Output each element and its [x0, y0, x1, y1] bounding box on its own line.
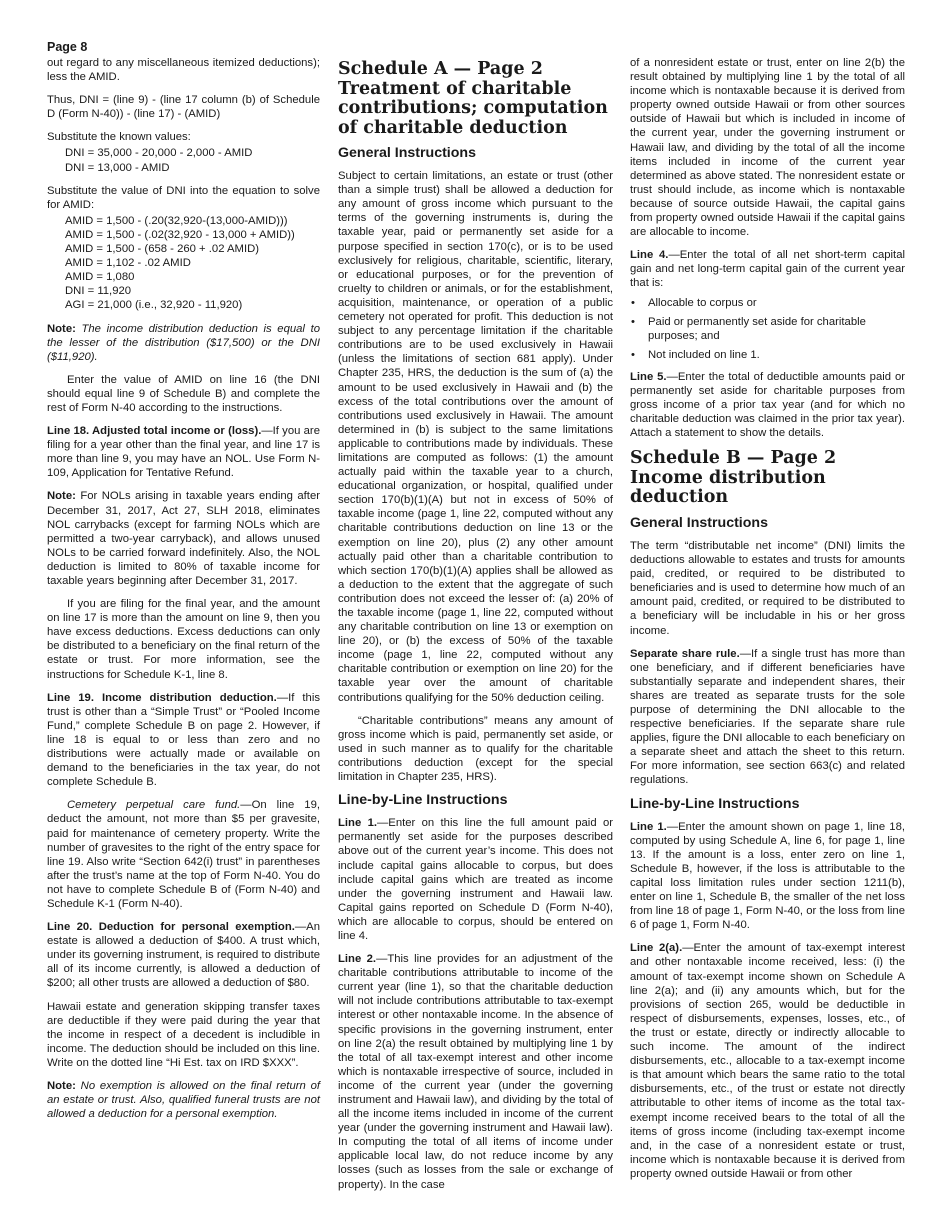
line-4-label: Line 4. [630, 249, 669, 262]
line-1-label: Line 1. [338, 817, 377, 830]
paragraph-nonresident-continued: of a nonresident estate or trust, enter on line 2(b) the result obtained by multiplying line 1 by the total of all income which is nontaxable because it is derived from property owned outside Hawaii or from other sources outside of Hawaii but which is included in income of the current year, under the governing instrument or Hawaii law, and dividing by the total of all the income items included in income of the current year determined as above stated. The nonresident estate or trust should include, as income which is nontaxable because of source outside Hawaii, the capital gains from property owned outside Hawaii if the capital gains are allocable to income. [630, 57, 905, 239]
schedule-a-title: Schedule A — Page 2 Treatment of charitable contributions; computation of charitable deduction [338, 59, 608, 138]
equation-line: AMID = 1,500 - (.20(32,920-(13,000-AMID))) [65, 214, 288, 227]
line-2-text: —This line provides for an adjustment of the charitable contributions attributable to income of the current year (line 1), so that the charitable deduction will not include contributions attributable to tax-exempt interest or other nontaxable income. In the absence of specific provisions in the governing instrument, enter on line 2(a) the result obtained by multiplying line 1 by the total of all tax-exempt interest and other income which is nontaxable irrespective of source, included in income of the current year (under the governing instrument and Hawaii law), and dividing by the total of all the income items included in income of the current year (under the governing instrument and Hawaii law). In computing the total of all items of income under applicable local law, do not reduce income by any losses (such as losses from the sale or exchange of property). In the case [338, 953, 613, 1191]
paragraph-dni-definition: The term “distributable net income” (DNI) limits the deductions allowable to estates and trusts for amounts paid, credited, or required to be distributed to beneficiaries and is used to determine how much of an amount paid, credited, or required to be distributed to a beneficiary will be includable in his or her gross income. [630, 539, 905, 637]
line-5-text: —Enter the total of deductible amounts paid or permanently set aside for charitable purposes from gross income of a prior tax year (and for which no charitable deduction was claimed in the prior tax year). Attach a statement to show the details. [630, 370, 905, 440]
line-18-label: Line 18. Adjusted total income or (loss). [47, 425, 262, 438]
schedule-b-line-2a [630, 941, 905, 1181]
line-19-label: Line 19. Income distribution deduction. [47, 691, 277, 704]
general-instructions-heading: General Instructions [338, 145, 476, 161]
paragraph-final-year: If you are filing for the final year, and the amount on line 17 is more than the amount on line 9, then you have excess deductions. Excess deductions can only be distributed to a beneficiary on the final return of the estate or trust. For more information, see the instructions for Schedule K-1, line 8. [47, 598, 320, 681]
schedule-b-line-1 [630, 820, 905, 933]
line-20-text: —An estate is allowed a deduction of $400. A trust which, under its governing instrument, is required to distribute all of its income currently, is allowed a deduction of $200; all other trusts are allowed a deduction of $80. [47, 921, 320, 990]
paragraph-substitute-dni: Substitute the value of DNI into the equation to solve for AMID: [47, 184, 320, 211]
cemetery-label: Cemetery perpetual care fund. [67, 799, 241, 812]
list-item: • Paid or permanently set aside for charitable purposes; and [648, 315, 905, 343]
line-5-label: Line 5. [630, 370, 667, 383]
separate-share-rule [630, 647, 905, 788]
schedule-a-line-2 [338, 952, 613, 1192]
schedule-a-line-1 [338, 816, 613, 943]
line-by-line-heading: Line-by-Line Instructions [630, 795, 800, 812]
note-text: The income distribution deduction is equal to the lesser of the distribution ($17,500) or the DNI ($11,920). [47, 322, 320, 363]
line-18-text: —If you are filing for a year other than the final year, and line 17 is more than line 9, you may have an NOL. Use Form N-109, Application for Tentative Refund. [47, 425, 320, 480]
page-number: Page 8 [47, 40, 88, 54]
schedule-a-line-5 [630, 370, 905, 440]
note-label: Note: [47, 1080, 76, 1092]
line-2-label: Line 2. [338, 953, 377, 966]
line-20-instruction [47, 920, 320, 990]
line-20-label: Line 20. Deduction for personal exemption. [47, 921, 295, 934]
general-instructions-heading: General Instructions [630, 514, 768, 531]
paragraph-continued: out regard to any miscellaneous itemized deductions); less the AMID. [47, 57, 320, 84]
paragraph-dni-formula: Thus, DNI = (line 9) - (line 17 column (b) of Schedule D (Form N-40)) - (line 17) - (AMID) [47, 94, 320, 121]
line-1-text: —Enter on this line the full amount paid or permanently set aside for the purposes described above out of the current year’s income. This does not include capital gains allocable to corpus, but does include capital gains which are treated as income under the governing instrument and Hawaii law. Capital gains reported on Schedule D (Form N-40), which are allocable to corpus, should be entered on line 4. [338, 817, 613, 942]
column-left [47, 56, 320, 1130]
cemetery-text: —On line 19, deduct the amount, not more than $5 per gravesite, paid for maintenance of cemetery property. Write the number of gravesites to the right of the entry space for line 19. Also write “Section 642(i) trust” in parentheses after the trust’s name at the top of Form N-40. You do not have to complete Schedule B of (Form N-40) and Schedule K-1 (Form N-40). [47, 799, 321, 910]
equation-line: AMID = 1,102 - .02 AMID [65, 257, 191, 270]
paragraph-substitute-known: Substitute the known values: [47, 131, 191, 144]
column-right [630, 56, 905, 1190]
equation-line: AMID = 1,500 - (658 - 260 + .02 AMID) [65, 243, 260, 256]
line-2a-text: —Enter the amount of tax-exempt interest and other nontaxable income received, less: (i) the amount of tax-exempt income shown on Schedule A line 2(a); and (ii) any amounts which, but for the provisions of section 265, would be deductible in respect of disbursements, expenses, losses, etc., of the trust or estate, directly or indirectly allocable to such income. The amount of the indirect disbursements, etc., allocable to a tax-exempt income is that amount which bears the same ratio to the total disbursements, etc., of the trust or estate not directly attributable to other items of income as the total tax-exempt income received bears to the total of all the items of gross income (including tax-exempt income and, in the case of a nonresident estate or trust, income which is nontaxable because it is derived from property owned outside Hawaii or from other [630, 942, 905, 1180]
note-text: For NOLs arising in taxable years ending after December 31, 2017, Act 27, SLH 2018, eliminates NOL carrybacks (except for farming NOLs which are permitted a two-year carryback), and allows unused NOLs to be carried forward indefinitely. Also, the NOL deduction is limited to 80% of taxable income for taxable years beginning after December 31, 2017. [47, 490, 320, 587]
note-label: Note: [47, 490, 76, 503]
note-nol [47, 489, 320, 588]
equation-line: AMID = 1,500 - (.02(32,920 - 13,000 + AMID)) [65, 228, 295, 241]
paragraph-enter-amid: Enter the value of AMID on line 16 (the DNI should equal line 9 of Schedule B) and complete the rest of Form N-40 according to the instructions. [47, 373, 320, 414]
line-by-line-heading: Line-by-Line Instructions [338, 792, 508, 809]
separate-share-text: —If a single trust has more than one beneficiary, and if different beneficiaries have substantially separate and independent shares, their shares are treated as separate trusts for the sole purpose of determining the DNI allocable to the respective beneficiaries. If the separate share rule applies, figure the DNI allocable to each beneficiary on a separate sheet and attach the sheet to this return. For more information, see section 663(c) and related regulations. [630, 647, 905, 787]
line-1-label: Line 1. [630, 820, 667, 833]
paragraph-charitable-contributions: “Charitable contributions” means any amount of gross income which is paid, permanently set aside, or used in such manner as to qualify for the charitable contributions deduction (except for the special limitation in Chapter 235, HRS). [338, 714, 613, 784]
schedule-b-title: Schedule B — Page 2 Income distribution deduction [630, 448, 837, 508]
line-18-instruction [47, 424, 320, 480]
list-item: • Not included on line 1. [648, 348, 905, 362]
note-income-distribution [47, 322, 320, 364]
note-text: No exemption is allowed on the final return of an estate or trust. Also, qualified funeral trusts are not allowed a deduction for a personal exemption. [47, 1080, 320, 1121]
equation-line: DNI = 13,000 - AMID [65, 161, 170, 174]
line-4-text: —Enter the total of all net short-term capital gain and net long-term capital gain of the current year that is: [630, 249, 905, 290]
note-label: Note: [47, 322, 76, 335]
equation-line: DNI = 35,000 - 20,000 - 2,000 - AMID [65, 147, 253, 160]
separate-share-label: Separate share rule. [630, 647, 740, 660]
line-2a-label: Line 2(a). [630, 942, 683, 955]
equation-line: AMID = 1,080 [65, 271, 135, 284]
line-4-bullet-list [630, 296, 905, 362]
list-item: • Allocable to corpus or [648, 296, 905, 310]
equation-block-dni [65, 146, 320, 174]
column-middle [338, 60, 613, 1201]
paragraph-hawaii-estate-tax: Hawaii estate and generation skipping transfer taxes are deductible if they were paid during the year that the income in respect of a decedent is includible in income. The deduction should be included on this line. Write on the dotted line “Hi Est. tax on IRD $XXX”. [47, 1000, 320, 1069]
schedule-a-line-4 [630, 248, 905, 290]
note-no-exemption [47, 1079, 320, 1121]
cemetery-instruction [47, 798, 320, 911]
line-1-text: —Enter the amount shown on page 1, line 18, computed by using Schedule A, line 6, for page 1, line 13. If the amount is a loss, enter zero on line 1, Schedule B, however, if the loss is attributable to the capital loss limitation rules under section 1211(b), enter on line 1, Schedule B, the smaller of the net loss from line 18 of page 1, Form N-40, or the loss from line 6 of page 1, Form N-40. [630, 820, 905, 932]
equation-line: DNI = 11,920 [65, 285, 132, 298]
equation-line: AGI = 21,000 (i.e., 32,920 - 11,920) [65, 299, 243, 312]
line-19-text: —If this trust is other than a “Simple Trust” or “Pooled Income Fund,” complete Schedule B on page 2. However, if line 18 is equal to or less than zero and no distributions were actually made or available on demand to the beneficiaries in the tax year, do not complete Schedule B. [47, 691, 320, 789]
equation-block-amid [65, 214, 320, 313]
paragraph-schedule-a-general: Subject to certain limitations, an estate or trust (other than a simple trust) shall be allowed a deduction for any amount of gross income which pursuant to the terms of the governing instruments is, during the taxable year, paid or permanently set aside for a purpose specified in section 170(c), or is to be used exclusively for religious, charitable, scientific, literary, or educational purposes, or for the prevention of cruelty to children or animals, or for the establishment, acquisition, maintenance, or operation of a public cemetery not operated for profit. This deduction is not subject to any percentage limitation if the charitable contributions are to be used exclusively in Hawaii (unless the limitations of section 681 apply). Under Chapter 235, HRS, the deduction is the sum of (a) the amount to be used exclusively in Hawaii and (b) the excess of the total contributions over the amount of contributions used exclusively in Hawaii. The amount determined in (b) is subject to the same limitations applicable to contributions made by individuals. These limitations are computed as follows: (1) the amount actually paid within the taxable year to a church, educational organization, or hospital, qualified under section 170(b)(1)(A) but not in excess of 50% of taxable income (page 1, line 22, computed without any charitable contributions deduction on line 13 or the exemption on line 20), plus (2) any other amount actually paid other than a charitable contribution to which section 170(b)(1)(A) applies shall be allowed as a deduction to the extent that the aggregate of such contribution does not exceed the lesser of: (a) 20% of the taxable income (page 1, line 22, computed without any charitable contribution on line 13 or exemption on line 20), or (b) the excess of 50% of the taxable income (page 1, line 22, computed without any charitable contribution or exemption on line 20) for the taxable year over the amount of charitable contributions qualifying for the 50% deduction ceiling. [338, 170, 613, 704]
line-19-instruction [47, 691, 320, 790]
